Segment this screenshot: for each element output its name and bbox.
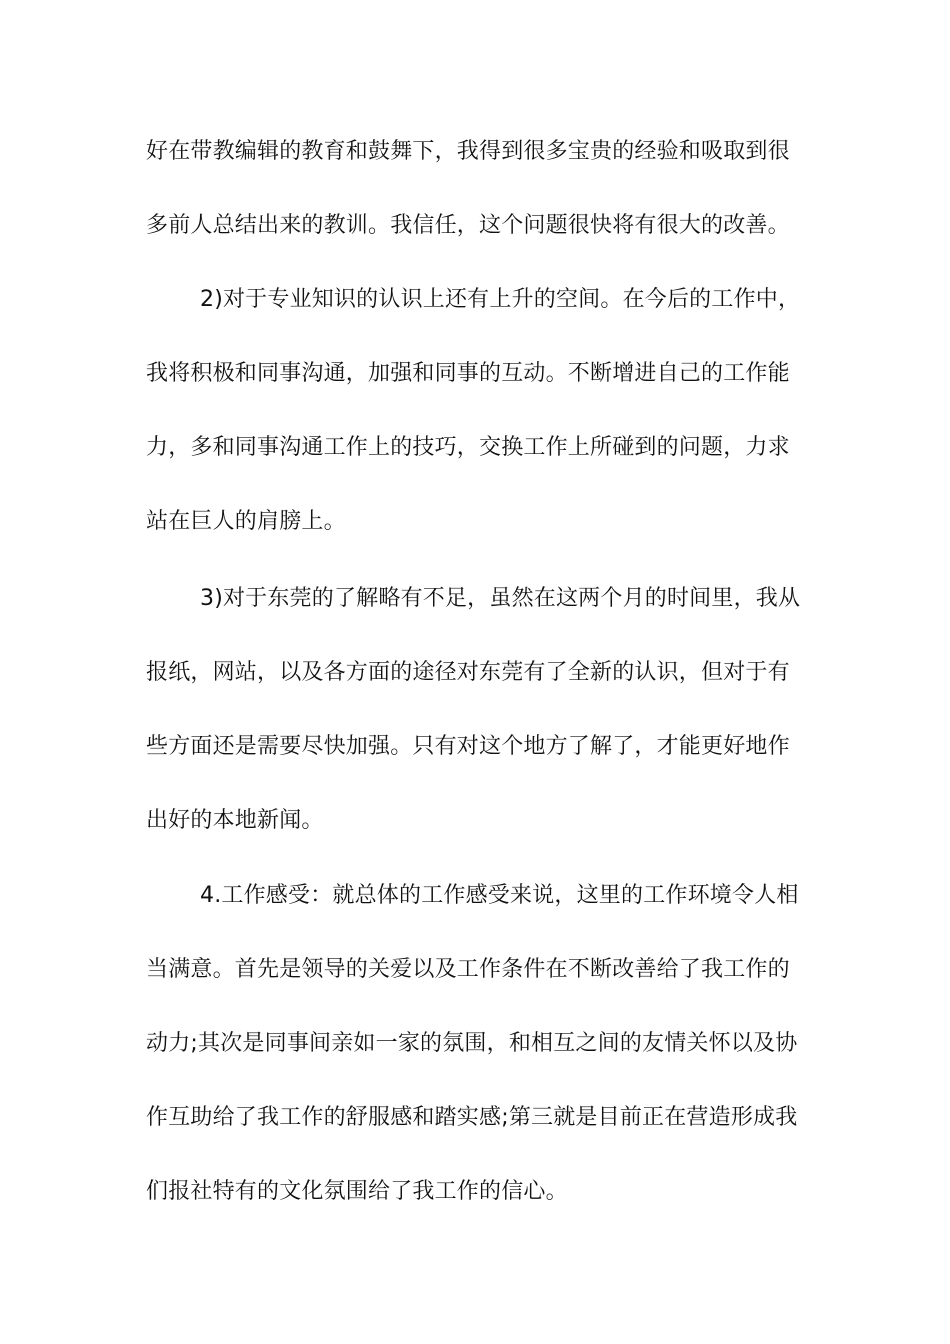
text-line: 力，多和同事沟通工作上的技巧，交换工作上所碰到的问题，力求 — [146, 435, 790, 460]
text-line: 些方面还是需要尽快加强。只有对这个地方了解了，才能更好地作 — [146, 734, 790, 759]
text-line: 好在带教编辑的教育和鼓舞下，我得到很多宝贵的经验和吸取到很 — [146, 139, 790, 164]
paragraph-first-line: 3)对于东莞的了解略有不足，虽然在这两个月的时间里，我从 — [200, 586, 801, 611]
text-line: 出好的本地新闻。 — [146, 808, 324, 833]
text-line: 动力;其次是同事间亲如一家的氛围，和相互之间的友情关怀以及协 — [146, 1031, 798, 1056]
text-line: 站在巨人的肩膀上。 — [146, 509, 346, 534]
text-line: 作互助给了我工作的舒服感和踏实感;第三就是目前正在营造形成我 — [146, 1105, 798, 1130]
paragraph-first-line: 4.工作感受：就总体的工作感受来说，这里的工作环境令人相 — [200, 883, 799, 908]
text-line: 多前人总结出来的教训。我信任，这个问题很快将有很大的改善。 — [146, 213, 790, 238]
text-line: 报纸，网站，以及各方面的途径对东莞有了全新的认识，但对于有 — [146, 660, 790, 685]
text-line: 当满意。首先是领导的关爱以及工作条件在不断改善给了我工作的 — [146, 957, 790, 982]
text-line: 们报社特有的文化氛围给了我工作的信心。 — [146, 1179, 568, 1204]
paragraph-first-line: 2)对于专业知识的认识上还有上升的空间。在今后的工作中， — [200, 287, 801, 312]
text-line: 我将积极和同事沟通，加强和同事的互动。不断增进自己的工作能 — [146, 361, 790, 386]
